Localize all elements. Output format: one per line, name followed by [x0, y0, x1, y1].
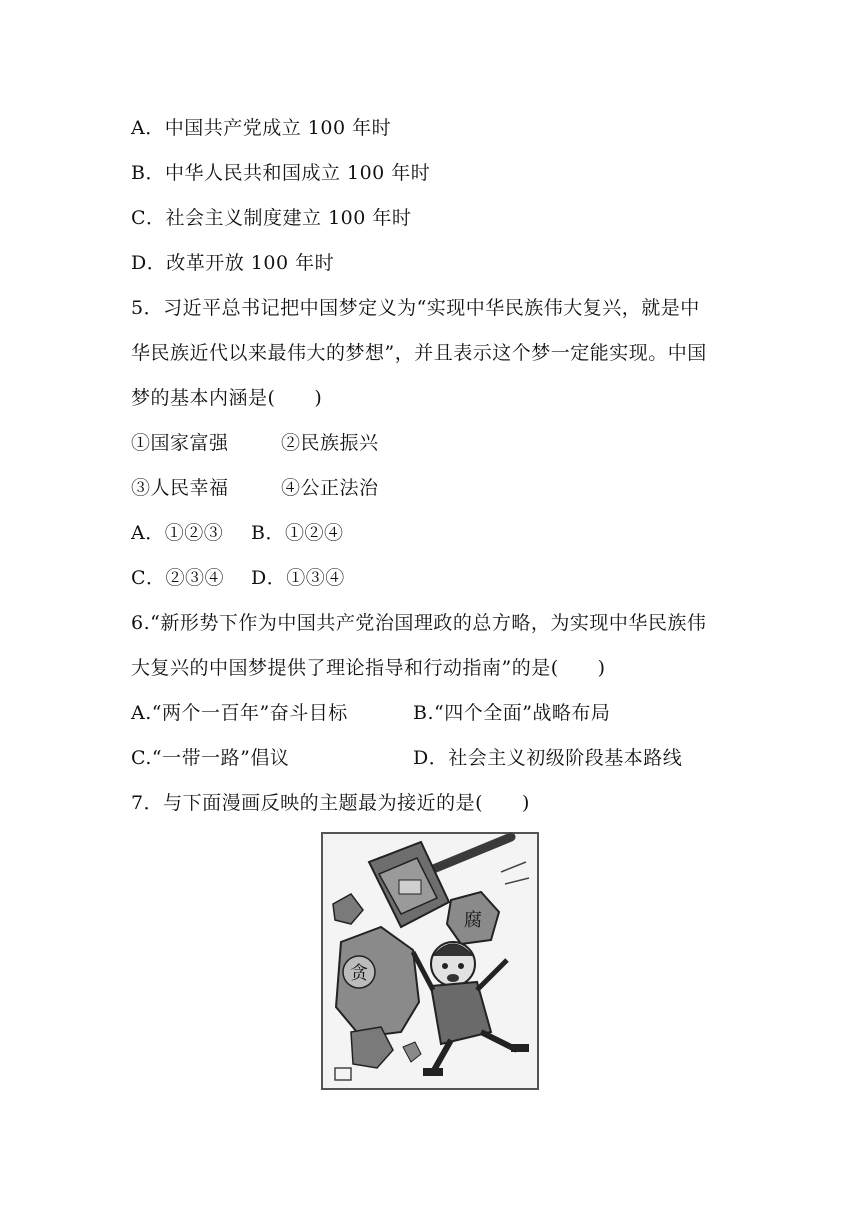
q5-options-row2 — [131, 565, 345, 591]
q5-item-2: ②民族振兴 — [281, 432, 379, 454]
q5-items-row2 — [131, 475, 379, 501]
q4-option-a: A．中国共产党成立 100 年时 — [131, 117, 392, 139]
q5-item-4: ④公正法治 — [281, 477, 379, 499]
q6-option-d: D．社会主义初级阶段基本路线 — [413, 747, 683, 769]
q5-options-row1 — [131, 520, 344, 546]
stone-left-label: 贪 — [350, 963, 368, 984]
q5-option-a: A．①②③ — [131, 522, 224, 544]
q6-option-a: A.“两个一百年”奋斗目标 — [131, 702, 348, 724]
q6-stem-line1: 6.“新形势下作为中国共产党治国理政的总方略，为实现中华民族伟 — [131, 612, 707, 634]
q4-option-c: C．社会主义制度建立 100 年时 — [131, 207, 412, 229]
q5-item-3: ③人民幸福 — [131, 477, 229, 499]
q6-stem-line2: 大复兴的中国梦提供了理论指导和行动指南”的是( ) — [131, 657, 606, 679]
q5-stem-line3: 梦的基本内涵是( ) — [131, 387, 323, 409]
q5-option-b: B．①②④ — [251, 522, 344, 544]
stone-right-label: 腐 — [464, 910, 482, 931]
q5-items-row1 — [131, 430, 379, 456]
q7-stem: 7．与下面漫画反映的主题最为接近的是( ) — [131, 792, 530, 814]
q4-option-b: B．中华人民共和国成立 100 年时 — [131, 162, 431, 184]
q5-option-d: D．①③④ — [251, 567, 345, 589]
q5-stem-line2: 华民族近代以来最伟大的梦想”，并且表示这个梦一定能实现。中国 — [131, 342, 707, 364]
q6-option-c: C.“一带一路”倡议 — [131, 747, 290, 769]
q5-stem-line1: 5．习近平总书记把中国梦定义为“实现中华民族伟大复兴，就是中 — [131, 297, 700, 319]
anti-corruption-cartoon — [321, 832, 539, 1090]
q6-options-row2 — [131, 745, 683, 771]
q5-item-1: ①国家富强 — [131, 432, 229, 454]
q5-option-c: C．②③④ — [131, 567, 225, 589]
q4-option-d: D．改革开放 100 年时 — [131, 252, 335, 274]
q6-options-row1 — [131, 700, 611, 726]
q6-option-b: B.“四个全面”战略布局 — [413, 702, 611, 724]
